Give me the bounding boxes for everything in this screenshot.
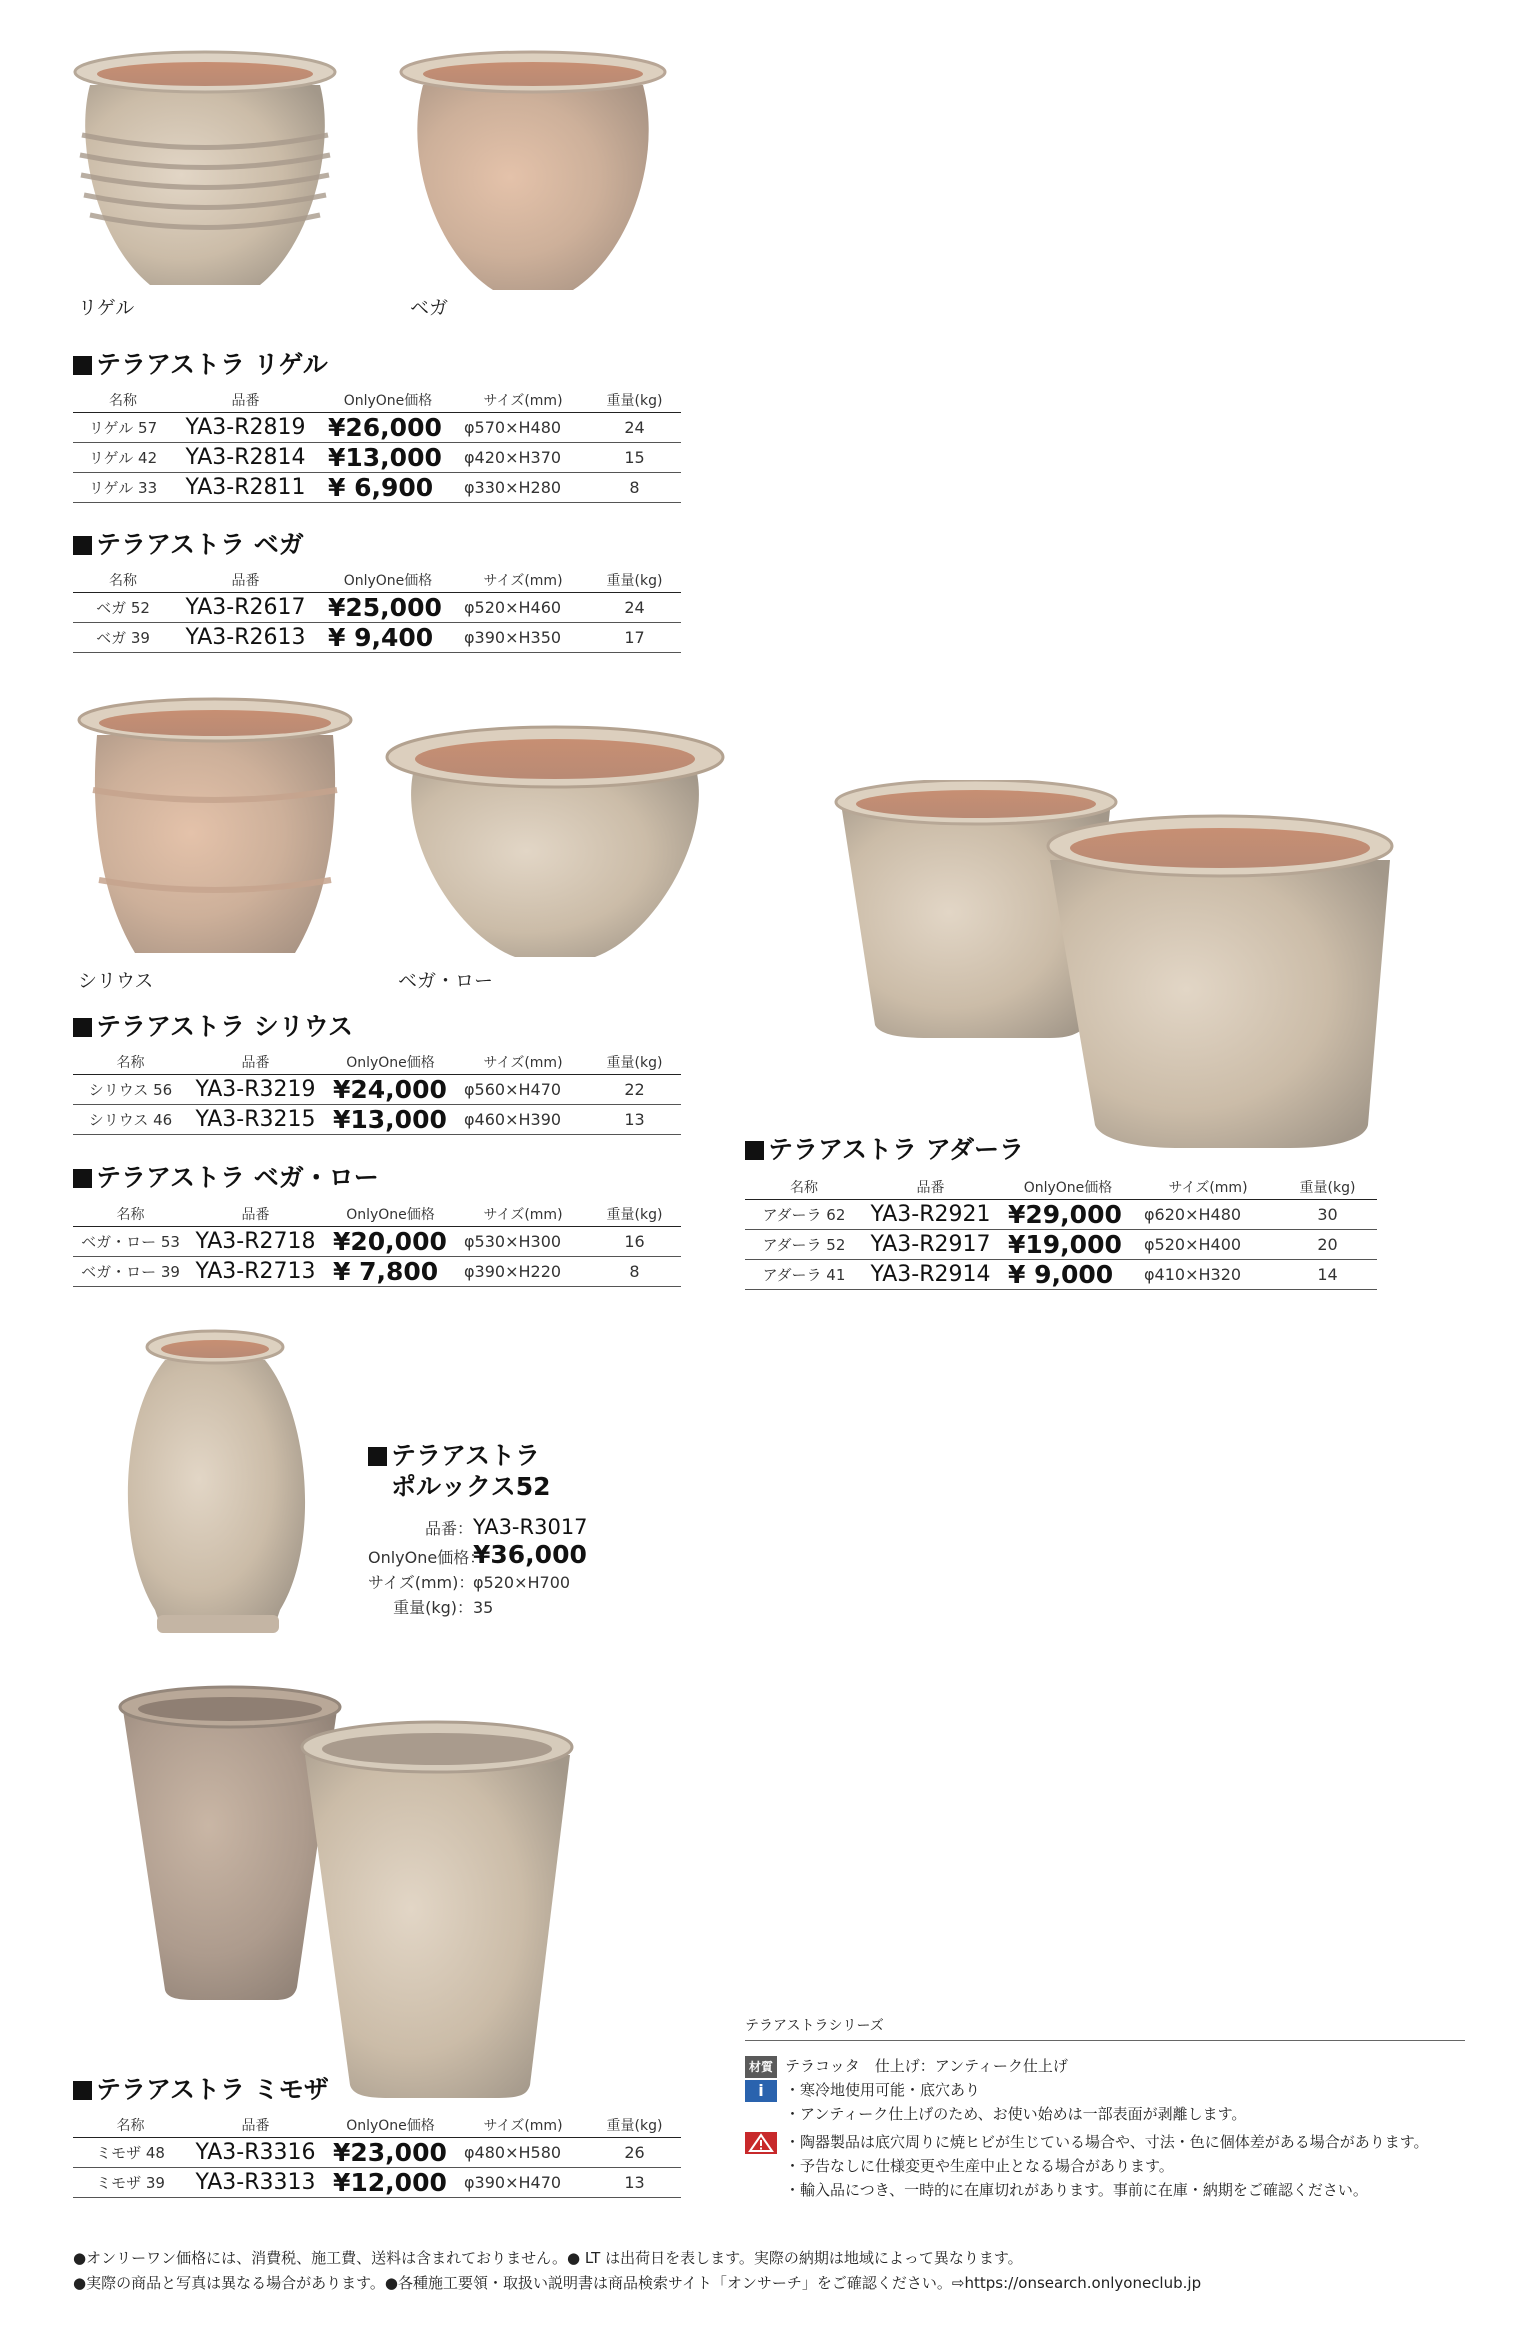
cell-size: φ530×H300 (458, 1227, 588, 1257)
header-price: OnlyOne価格 (318, 388, 458, 413)
series-warn-row-2 (785, 2155, 1174, 2176)
cell-weight: 24 (588, 593, 681, 623)
cell-price: ¥ 9,000 (998, 1260, 1138, 1290)
cell-size: φ420×H370 (458, 443, 588, 473)
series-warn-line: ・輸入品につき、一時的に在庫切れがあります。事前に在庫・納期をご確認ください。 (785, 2181, 1368, 2199)
series-material: テラコッタ 仕上げ：アンティーク仕上げ (785, 2057, 1068, 2075)
header-price: OnlyOne価格 (318, 568, 458, 593)
cell-name: リゲル 33 (73, 473, 173, 503)
caption-rigel: リゲル (78, 297, 135, 319)
series-warn-row-3 (785, 2179, 1368, 2200)
pollux-code-label: 品番： (424, 1519, 473, 1538)
series-material-row (745, 2055, 1068, 2078)
header-size: サイズ(mm) (458, 2113, 588, 2138)
table-row (73, 1257, 681, 1287)
header-weight: 重量(kg) (588, 388, 681, 413)
header-name: 名称 (73, 2113, 188, 2138)
header-price: OnlyOne価格 (323, 1050, 458, 1075)
cell-price: ¥19,000 (998, 1230, 1138, 1260)
square-bullet-icon (368, 1447, 387, 1466)
cell-code: YA3-R2819 (173, 413, 318, 443)
cell-price: ¥25,000 (318, 593, 458, 623)
section-title-vega-low: テラアストラ ベガ・ロー (73, 1158, 379, 1194)
header-code: 品番 (173, 388, 318, 413)
cell-weight: 15 (588, 443, 681, 473)
cell-name: ベガ 52 (73, 593, 173, 623)
header-size: サイズ(mm) (458, 1202, 588, 1227)
series-info-row-1 (745, 2079, 980, 2102)
header-name: 名称 (745, 1175, 863, 1200)
cell-weight: 16 (588, 1227, 681, 1257)
cell-size: φ390×H470 (458, 2168, 588, 2198)
cell-code: YA3-R2914 (863, 1260, 998, 1290)
cell-name: アダーラ 41 (745, 1260, 863, 1290)
header-code: 品番 (173, 568, 318, 593)
pollux-price: ¥36,000 (473, 1540, 587, 1569)
spec-table-sirius (73, 1050, 681, 1135)
caption-sirius: シリウス (78, 970, 154, 992)
square-bullet-icon (73, 2081, 92, 2100)
product-image-mimosa (115, 1685, 575, 2105)
cell-name: アダーラ 62 (745, 1200, 863, 1230)
square-bullet-icon (745, 1141, 764, 1160)
header-price: OnlyOne価格 (323, 1202, 458, 1227)
header-name: 名称 (73, 568, 173, 593)
square-bullet-icon (73, 1169, 92, 1188)
warning-triangle-icon (745, 2132, 777, 2154)
cell-size: φ570×H480 (458, 413, 588, 443)
pollux-code-row (368, 1515, 588, 1539)
pollux-title: テラアストラ ポルックス52 (368, 1440, 551, 1502)
header-size: サイズ(mm) (458, 1050, 588, 1075)
cell-name: リゲル 42 (73, 443, 173, 473)
cell-price: ¥29,000 (998, 1200, 1138, 1230)
table-row (73, 443, 681, 473)
cell-weight: 24 (588, 413, 681, 443)
cell-price: ¥26,000 (318, 413, 458, 443)
pollux-size: φ520×H700 (473, 1573, 571, 1592)
header-weight: 重量(kg) (588, 1202, 681, 1227)
cell-name: リゲル 57 (73, 413, 173, 443)
info-icon: i (745, 2080, 777, 2102)
cell-price: ¥ 9,400 (318, 623, 458, 653)
spec-table-adara (745, 1175, 1377, 1290)
cell-price: ¥ 6,900 (318, 473, 458, 503)
header-code: 品番 (863, 1175, 998, 1200)
pollux-size-row (368, 1570, 570, 1593)
cell-code: YA3-R2718 (188, 1227, 323, 1257)
cell-code: YA3-R2613 (173, 623, 318, 653)
header-code: 品番 (188, 1050, 323, 1075)
header-size: サイズ(mm) (458, 388, 588, 413)
cell-weight: 8 (588, 473, 681, 503)
cell-price: ¥12,000 (323, 2168, 458, 2198)
header-size: サイズ(mm) (458, 568, 588, 593)
series-divider (745, 2040, 1465, 2041)
cell-name: シリウス 56 (73, 1075, 188, 1105)
header-size: サイズ(mm) (1138, 1175, 1278, 1200)
header-price: OnlyOne価格 (323, 2113, 458, 2138)
cell-name: ベガ 39 (73, 623, 173, 653)
table-row (73, 2138, 681, 2168)
cell-code: YA3-R2814 (173, 443, 318, 473)
series-warn-line: ・陶器製品は底穴周りに焼ヒビが生じている場合や、寸法・色に個体差がある場合があります。 (785, 2133, 1429, 2151)
header-name: 名称 (73, 1202, 188, 1227)
product-image-pollux (115, 1325, 315, 1645)
table-row (73, 1105, 681, 1135)
table-row (73, 593, 681, 623)
table-row (745, 1260, 1377, 1290)
cell-name: ベガ・ロー 39 (73, 1257, 188, 1287)
cell-name: シリウス 46 (73, 1105, 188, 1135)
material-icon: 材質 (745, 2056, 777, 2078)
cell-name: ベガ・ロー 53 (73, 1227, 188, 1257)
cell-weight: 8 (588, 1257, 681, 1287)
section-title-rigel: テラアストラ リゲル (73, 345, 328, 381)
cell-size: φ390×H220 (458, 1257, 588, 1287)
series-warn-row-1 (745, 2131, 1429, 2154)
series-info-line: ・寒冷地使用可能・底穴あり (785, 2081, 981, 2099)
pollux-size-label: サイズ(mm)： (368, 1573, 475, 1592)
cell-size: φ410×H320 (1138, 1260, 1278, 1290)
cell-code: YA3-R2617 (173, 593, 318, 623)
series-warn-line: ・予告なしに仕様変更や生産中止となる場合があります。 (785, 2157, 1174, 2175)
cell-name: アダーラ 52 (745, 1230, 863, 1260)
cell-price: ¥ 7,800 (323, 1257, 458, 1287)
header-weight: 重量(kg) (588, 1050, 681, 1075)
cell-weight: 17 (588, 623, 681, 653)
cell-size: φ480×H580 (458, 2138, 588, 2168)
pollux-price-label: OnlyOne価格： (368, 1548, 486, 1567)
table-row (73, 1075, 681, 1105)
cell-size: φ460×H390 (458, 1105, 588, 1135)
cell-price: ¥13,000 (323, 1105, 458, 1135)
header-name: 名称 (73, 388, 173, 413)
series-info-row-2 (785, 2103, 1246, 2124)
pollux-weight: 35 (473, 1598, 494, 1617)
cell-size: φ560×H470 (458, 1075, 588, 1105)
cell-weight: 26 (588, 2138, 681, 2168)
spec-table-vega (73, 568, 681, 653)
table-row (73, 473, 681, 503)
cell-weight: 22 (588, 1075, 681, 1105)
section-title-vega: テラアストラ ベガ (73, 525, 304, 561)
square-bullet-icon (73, 1018, 92, 1037)
cell-code: YA3-R3313 (188, 2168, 323, 2198)
table-row (73, 413, 681, 443)
header-name: 名称 (73, 1050, 188, 1075)
header-code: 品番 (188, 2113, 323, 2138)
cell-code: YA3-R3316 (188, 2138, 323, 2168)
section-title-mimosa: テラアストラ ミモザ (73, 2070, 329, 2106)
pollux-weight-row (368, 1595, 493, 1618)
cell-weight: 13 (588, 2168, 681, 2198)
cell-code: YA3-R2917 (863, 1230, 998, 1260)
series-info-line: ・アンティーク仕上げのため、お使い始めは一部表面が剥離します。 (785, 2105, 1247, 2123)
table-row (745, 1230, 1377, 1260)
section-title-sirius: テラアストラ シリウス (73, 1007, 353, 1043)
section-title-adara: テラアストラ アダーラ (745, 1130, 1024, 1166)
cell-size: φ520×H400 (1138, 1230, 1278, 1260)
table-row (73, 623, 681, 653)
cell-price: ¥13,000 (318, 443, 458, 473)
square-bullet-icon (73, 536, 92, 555)
header-weight: 重量(kg) (588, 2113, 681, 2138)
cell-weight: 20 (1278, 1230, 1377, 1260)
caption-vega-low: ベガ・ロー (398, 970, 494, 992)
table-row (745, 1200, 1377, 1230)
cell-name: ミモザ 39 (73, 2168, 188, 2198)
pollux-weight-label: 重量(kg)： (393, 1598, 473, 1617)
header-price: OnlyOne価格 (998, 1175, 1138, 1200)
pollux-price-row (368, 1540, 587, 1569)
cell-code: YA3-R2713 (188, 1257, 323, 1287)
pollux-code: YA3-R3017 (473, 1515, 588, 1539)
cell-weight: 14 (1278, 1260, 1377, 1290)
cell-size: φ520×H460 (458, 593, 588, 623)
footer-note-2: ●実際の商品と写真は異なる場合があります。●各種施工要領・取扱い説明書は商品検索サイト「オンサーチ」をご確認ください。⇨https://onsearch.onlyoneclub.jp (73, 2274, 1202, 2292)
spec-table-rigel (73, 388, 681, 503)
product-image-adara (820, 780, 1400, 1160)
header-weight: 重量(kg) (1278, 1175, 1377, 1200)
footer-note-1: ●オンリーワン価格には、消費税、施工費、送料は含まれておりません。● LT は出荷日を表します。実際の納期は地域によって異なります。 (73, 2249, 1023, 2267)
product-image-sirius (75, 695, 355, 965)
spec-table-vega-low (73, 1202, 681, 1287)
cell-code: YA3-R3215 (188, 1105, 323, 1135)
cell-weight: 13 (588, 1105, 681, 1135)
cell-name: ミモザ 48 (73, 2138, 188, 2168)
cell-size: φ390×H350 (458, 623, 588, 653)
cell-price: ¥23,000 (323, 2138, 458, 2168)
header-code: 品番 (188, 1202, 323, 1227)
caption-vega: ベガ (410, 297, 449, 319)
cell-code: YA3-R2921 (863, 1200, 998, 1230)
product-image-rigel (70, 50, 340, 300)
spec-table-mimosa (73, 2113, 681, 2198)
header-weight: 重量(kg) (588, 568, 681, 593)
cell-size: φ330×H280 (458, 473, 588, 503)
cell-code: YA3-R2811 (173, 473, 318, 503)
cell-weight: 30 (1278, 1200, 1377, 1230)
table-row (73, 1227, 681, 1257)
product-image-vega (398, 50, 668, 300)
series-title: テラアストラシリーズ (745, 2018, 884, 2034)
cell-price: ¥20,000 (323, 1227, 458, 1257)
table-row (73, 2168, 681, 2198)
cell-price: ¥24,000 (323, 1075, 458, 1105)
product-image-vega-low (385, 725, 725, 965)
square-bullet-icon (73, 356, 92, 375)
cell-code: YA3-R3219 (188, 1075, 323, 1105)
cell-size: φ620×H480 (1138, 1200, 1278, 1230)
